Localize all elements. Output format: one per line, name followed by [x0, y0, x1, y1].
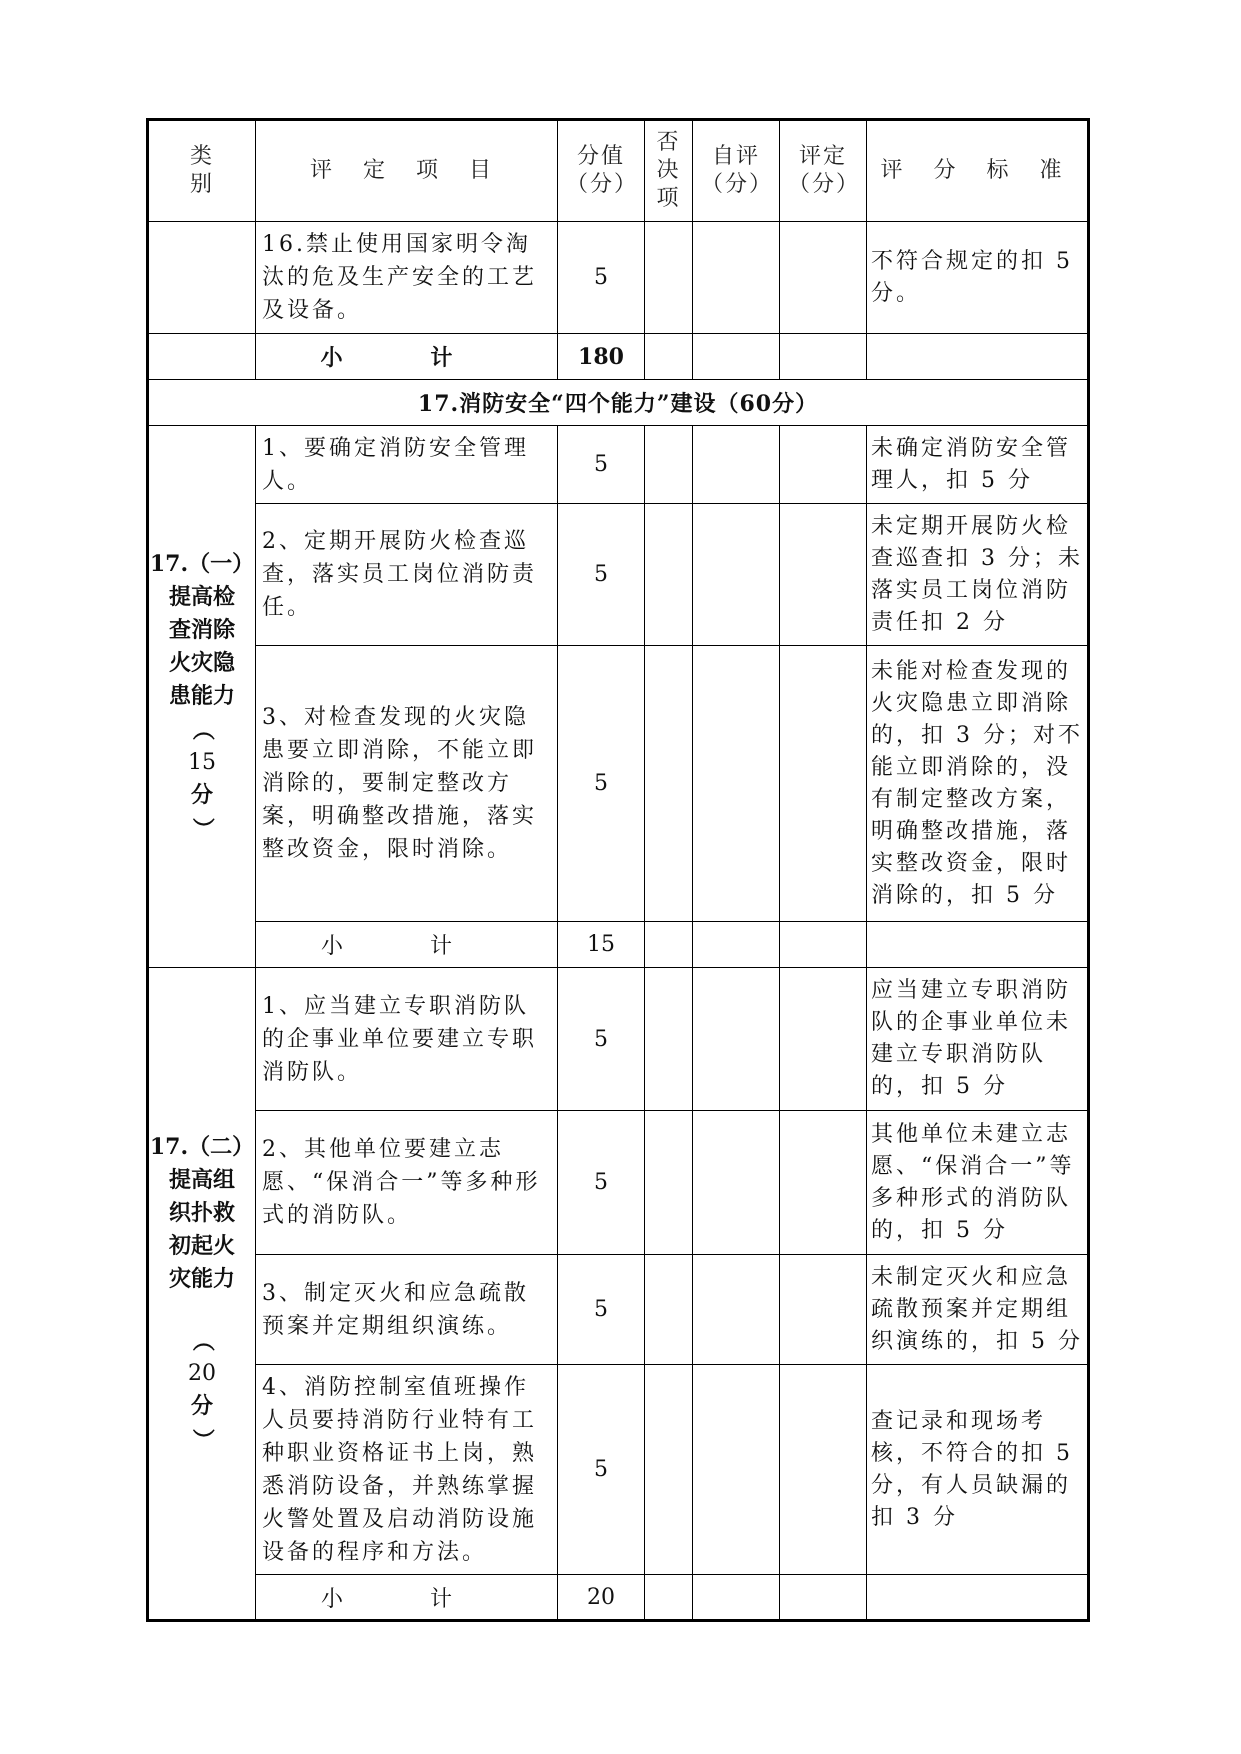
table-row — [148, 968, 1089, 1111]
veto-cell — [645, 1575, 693, 1621]
header-score-label: 分值（分） — [566, 144, 639, 197]
item-cell: 2、其他单位要建立志愿、“保消合一”等多种形式的消防队。 — [256, 1111, 558, 1255]
category-points-paren: ） — [189, 1428, 216, 1451]
self-eval-cell — [693, 222, 780, 334]
category-line: 查消除 — [168, 617, 235, 643]
self-eval-cell — [693, 334, 780, 380]
subtotal-score: 20 — [558, 1575, 645, 1621]
header-standard: 评 分 标 准 — [867, 120, 1089, 222]
score-cell: 5 — [558, 646, 645, 922]
header-item: 评 定 项 目 — [256, 120, 558, 222]
category-points-unit: 分 — [190, 1393, 213, 1419]
score-cell: 5 — [558, 426, 645, 504]
veto-cell — [645, 504, 693, 646]
standard-cell: 未定期开展防火检查巡查扣 3 分；未落实员工岗位消防责任扣 2 分 — [867, 504, 1089, 646]
standard-cell: 应当建立专职消防队的企事业单位未建立专职消防队的，扣 5 分 — [867, 968, 1089, 1111]
table-row — [148, 504, 1089, 646]
header-veto — [645, 120, 693, 222]
standard-cell — [867, 1575, 1089, 1621]
item-cell: 4、消防控制室值班操作人员要持消防行业特有工种职业资格证书上岗，熟悉消防设备，并熟练掌握火警处置及启动消防设施设备的程序和方法。 — [256, 1365, 558, 1575]
rated-cell — [780, 968, 867, 1111]
category-line: 17.（二） — [149, 1134, 255, 1160]
header-self-eval-label: 自评（分） — [701, 144, 774, 197]
score-cell: 5 — [558, 968, 645, 1111]
category-points-value: 20 — [188, 1361, 216, 1386]
score-cell: 5 — [558, 504, 645, 646]
rated-cell — [780, 222, 867, 334]
standard-cell — [867, 922, 1089, 968]
item-cell: 3、对检查发现的火灾隐患要立即消除，不能立即消除的，要制定整改方案，明确整改措施，落实整改资金，限时消除。 — [256, 646, 558, 922]
rated-cell — [780, 426, 867, 504]
table-row — [148, 1111, 1089, 1255]
category-points-unit: 分 — [190, 782, 213, 808]
category-points-paren: （ — [189, 1329, 216, 1352]
category-group-2 — [148, 968, 256, 1621]
header-veto-label: 否决项 — [656, 130, 681, 211]
self-eval-cell — [693, 1365, 780, 1575]
subtotal-row — [148, 334, 1089, 380]
veto-cell — [645, 646, 693, 922]
rated-cell — [780, 1365, 867, 1575]
table-row — [148, 646, 1089, 922]
category-points-paren: （ — [189, 718, 216, 741]
self-eval-cell — [693, 1255, 780, 1365]
category-line: 患能力 — [168, 683, 235, 709]
category-line: 提高检 — [168, 584, 235, 610]
category-line: 提高组 — [168, 1167, 235, 1193]
item-cell: 2、定期开展防火检查巡查，落实员工岗位消防责任。 — [256, 504, 558, 646]
section-title: 17.消防安全“四个能力”建设（60分） — [148, 380, 1089, 426]
category-points-paren: ） — [189, 817, 216, 840]
table-row — [148, 426, 1089, 504]
rated-cell — [780, 1111, 867, 1255]
category-line: 火灾隐 — [168, 650, 235, 676]
subtotal-label: 小 计 — [256, 1575, 558, 1621]
self-eval-cell — [693, 646, 780, 922]
self-eval-cell — [693, 426, 780, 504]
category-group-1-label — [149, 548, 255, 845]
header-rated-label: 评定（分） — [788, 144, 861, 197]
table-row — [148, 1255, 1089, 1365]
item-cell: 16.禁止使用国家明令淘汰的危及生产安全的工艺及设备。 — [256, 222, 558, 334]
score-cell: 5 — [558, 222, 645, 334]
veto-cell — [645, 426, 693, 504]
evaluation-table — [146, 118, 1090, 1622]
standard-cell: 不符合规定的扣 5 分。 — [867, 222, 1089, 334]
self-eval-cell — [693, 968, 780, 1111]
self-eval-cell — [693, 922, 780, 968]
veto-cell — [645, 222, 693, 334]
veto-cell — [645, 1111, 693, 1255]
rated-cell — [780, 504, 867, 646]
item-cell: 3、制定灭火和应急疏散预案并定期组织演练。 — [256, 1255, 558, 1365]
rated-cell — [780, 646, 867, 922]
table-row — [148, 222, 1089, 334]
standard-cell — [867, 334, 1089, 380]
category-cell-empty — [148, 222, 256, 334]
score-cell: 5 — [558, 1255, 645, 1365]
standard-cell: 查记录和现场考核，不符合的扣 5 分，有人员缺漏的扣 3 分 — [867, 1365, 1089, 1575]
item-cell: 1、要确定消防安全管理人。 — [256, 426, 558, 504]
veto-cell — [645, 968, 693, 1111]
score-cell: 5 — [558, 1365, 645, 1575]
subtotal-row — [148, 922, 1089, 968]
header-category — [148, 120, 256, 222]
veto-cell — [645, 1255, 693, 1365]
self-eval-cell — [693, 1111, 780, 1255]
subtotal-score: 180 — [558, 334, 645, 380]
veto-cell — [645, 334, 693, 380]
standard-cell: 未确定消防安全管理人，扣 5 分 — [867, 426, 1089, 504]
rated-cell — [780, 334, 867, 380]
rated-cell — [780, 922, 867, 968]
self-eval-cell — [693, 1575, 780, 1621]
veto-cell — [645, 1365, 693, 1575]
table-row — [148, 1365, 1089, 1575]
category-group-1 — [148, 426, 256, 968]
standard-cell: 未能对检查发现的火灾隐患立即消除的，扣 3 分；对不能立即消除的，没有制定整改方案，明确整改措施，落实整改资金，限时消除的，扣 5 分 — [867, 646, 1089, 922]
subtotal-label: 小 计 — [256, 334, 558, 380]
self-eval-cell — [693, 504, 780, 646]
category-cell-empty — [148, 334, 256, 380]
score-cell: 5 — [558, 1111, 645, 1255]
header-category-label: 类别 — [189, 144, 214, 197]
subtotal-row — [148, 1575, 1089, 1621]
header-self-eval — [693, 120, 780, 222]
category-line: 初起火 — [168, 1233, 235, 1259]
standard-cell: 未制定灭火和应急疏散预案并定期组织演练的，扣 5 分 — [867, 1255, 1089, 1365]
item-cell: 1、应当建立专职消防队的企事业单位要建立专职消防队。 — [256, 968, 558, 1111]
category-line: 织扑救 — [168, 1200, 235, 1226]
section-row — [148, 380, 1089, 426]
category-line: 灾能力 — [168, 1266, 235, 1292]
header-score — [558, 120, 645, 222]
category-group-2-label — [149, 1131, 255, 1456]
category-line: 17.（一） — [149, 551, 255, 577]
standard-cell: 其他单位未建立志愿、“保消合一”等多种形式的消防队的，扣 5 分 — [867, 1111, 1089, 1255]
subtotal-label: 小 计 — [256, 922, 558, 968]
header-row — [148, 120, 1089, 222]
category-points-value: 15 — [188, 750, 216, 775]
subtotal-score: 15 — [558, 922, 645, 968]
rated-cell — [780, 1575, 867, 1621]
rated-cell — [780, 1255, 867, 1365]
header-rated — [780, 120, 867, 222]
veto-cell — [645, 922, 693, 968]
